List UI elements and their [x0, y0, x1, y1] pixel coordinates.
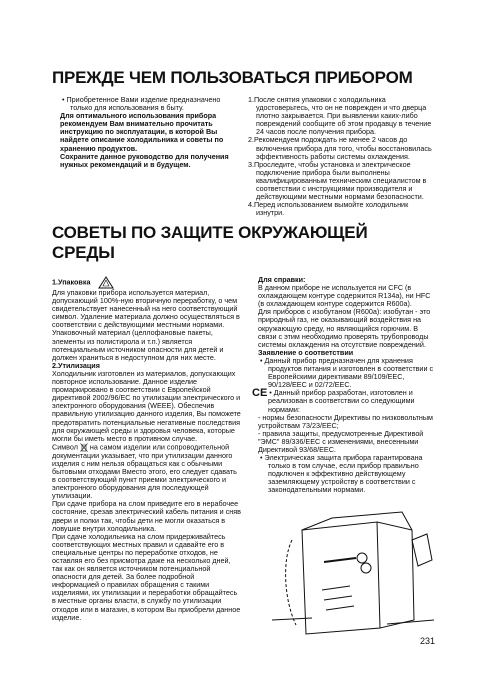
fridge-shelves	[322, 586, 354, 610]
environment-right-column	[252, 275, 438, 495]
heading-before-use: ПРЕЖДЕ ЧЕМ ПОЛЬЗОВАТЬСЯ ПРИБОРОМ	[52, 68, 413, 87]
refrigerator-disposal-illustration	[262, 500, 442, 640]
intro-bullet: • Приобретенное Вами изделие предназначено только для использования в быту.	[62, 95, 221, 113]
scissors-handle-2	[361, 563, 371, 573]
packaging-heading-text: 1.Упаковка	[52, 277, 91, 287]
ce-mark-icon: CE	[252, 387, 268, 400]
fridge-top	[302, 512, 412, 530]
intro-column	[60, 96, 238, 169]
fridge-body	[302, 522, 380, 634]
fridge-side	[377, 522, 414, 628]
info-text-2: Для приборов с изобутаном (R600a): изобутан - это природный газ, не оказывающий воздействия на окружающую среду, но являющийся горючим. В связи с этим необходимо проверять трубопроводы системы охлаждения на отсутствие повреждений.	[258, 307, 431, 349]
conformity-bullet-2-text: Данный прибор разработан, изготовлен и реализован в соответствии со следующими нормами:	[268, 388, 415, 414]
symbol-text	[52, 443, 242, 501]
intro-bullet-text: Приобретенное Вами изделие предназначено только для использования в быту.	[66, 95, 221, 113]
door-outline	[286, 540, 296, 625]
conformity-bullet-1-text: Данный прибор предназначен для хранения продуктов питания и изготовлен в соответствии с Европейскими директивами 89/109/EEC, 90/128/EEC и 02/72/EEC.	[264, 355, 434, 390]
environment-left-column	[52, 276, 242, 622]
disposal-text: Холодильник изготовлен из материалов, допускающих повторное использование. Данное изделие промаркировано в соответствии с Европейской директивой 2002/96/EC по утилизации электрического и электронного оборудования (WEEE). Обеспечив правильную утилизацию данного изделия, Вы поможете предотвратить потенциальные негативные последствия для окружающей среды и здоровья человека, которые могли бы иметь место в противном случае.	[52, 368, 241, 443]
symbol-text-a: Символ	[52, 442, 78, 452]
intro-bold-2: Сохраните данное руководство для получения нужных рекомендаций и в будущем.	[60, 151, 229, 169]
conformity-heading: Заявление о соответствии	[258, 347, 354, 357]
norm-1: - нормы безопасности Директивы по низковольтным устройствам 73/23/EEC;	[258, 412, 433, 430]
scissors-cord	[324, 558, 356, 562]
heading-environment	[52, 223, 452, 263]
conformity-bullet-1: • Данный прибор предназначен для хранения продуктов питания и изготовлен в соответствии с Европейскими директивами 89/109/EEC, 90/128/EEC и 02/72/EEC.	[260, 355, 434, 390]
intro-bold-1: Для оптимального использования прибора рекомендуем Вам внимательно прочитать инструкцию по эксплуатации, в которой Вы найдете описание холодильника и советы по хранению продуктов.	[60, 111, 224, 153]
disposal-heading: 2.Утилизация	[52, 360, 100, 370]
step-2: 2.Рекомендуем подождать не менее 2 часов до включения прибора для того, чтобы восстановилась эффективность работы системы охлаждения.	[248, 135, 432, 161]
packaging-text: Для упаковки прибора используется материал, допускающий 100%-ную вторичную переработку, о чем свидетельствует нанесенный на него соответствующий символ. Удаление материала должно осуществляться в соответствии с действующими местными нормами. Упаковочный материал (целлофановые пакеты, элементы из полистирола и т.п.) является потенциальным источником опасности для детей и должен храниться в недоступном для них месте.	[52, 288, 240, 362]
info-heading: Для справки:	[258, 275, 306, 284]
symbol-text-b: на самом изделии или сопроводительной документации указывает, что при утилизации данного изделия с ним нельзя обращаться как с обычными бытовыми отходами Вместо этого, его следует сдавать в соответствующий пункт приемки электрического и электронного оборудования для последующей утилизации.	[52, 442, 237, 501]
conformity-bullet-3-text: Электрическая защита прибора гарантирована только в том случае, если прибор правильно подключен к эффективно действующему заземляющему устройству в соответствии с законодательными нормами.	[264, 453, 423, 495]
page-number: 231	[420, 636, 436, 646]
scrap-text: При сдаче прибора на слом приведите его в нерабочее состояние, срезав электрический кабель питания и сняв двери и полки так, чтобы дети не могли оказаться в ловушке внутри холодильника.	[52, 499, 241, 533]
removed-shelf	[412, 534, 432, 566]
scissors-handle	[357, 553, 367, 563]
conformity-bullet-2: CE • Данный прибор разработан, изготовлен и реализован в соответствии со следующими нормами:	[252, 387, 415, 414]
heading-environment-line1: СОВЕТЫ ПО ЗАЩИТЕ ОКРУЖАЮЩЕЙ	[52, 223, 368, 242]
steps-column	[248, 96, 434, 217]
step-1: 1.После снятия упаковки с холодильника удостоверьтесь, что он не поврежден и что дверца плотно закрывается. При выявлении каких-либо повреждений сообщите об этом продавцу в течение 24 часов после получения прибора.	[248, 95, 432, 137]
step-4: 4.Перед использованием вымойте холодильник изнутри.	[248, 200, 409, 218]
rules-text: При сдаче холодильника на слом придерживайтесь соответствующих местных правил и сдавайте его в специальные центры по переработке отходов, не оставляя его без присмотра даже на несколько дней, так как он является источником потенциальной опасности для детей. За более подробной информацией о правилах обращения с такими изделиями, их утилизации и переработки обращайтесь в местные органы власти, в службу по утилизации отходов или в магазин, в котором Вы приобрели данное изделие.	[52, 531, 241, 622]
step-3: 3.Проследите, чтобы установка и электрическое подключение прибора были выполнены квалифицированным техническим специалистом в соответствии с инструкциями производителя и действующими местными нормами безопасности.	[248, 159, 427, 202]
heading-environment-line2: СРЕДЫ	[52, 243, 115, 262]
norm-2: - правила защиты, предусмотренные Директивой "ЭМС" 89/336/EEC с изменениями, внесенными Директивой 93/68/EEC.	[258, 428, 424, 455]
conformity-bullet-3: • Электрическая защита прибора гарантирована только в том случае, если прибор правильно подключен к эффективно действующему заземляющему устройству в соответствии с законодательными нормами.	[260, 453, 423, 495]
info-text-1: В данном приборе не используется ни CFC (в охлаждающем контуре содержится R134a), ни HFC (в охлаждающем контуре содержится R600a).	[258, 283, 431, 309]
